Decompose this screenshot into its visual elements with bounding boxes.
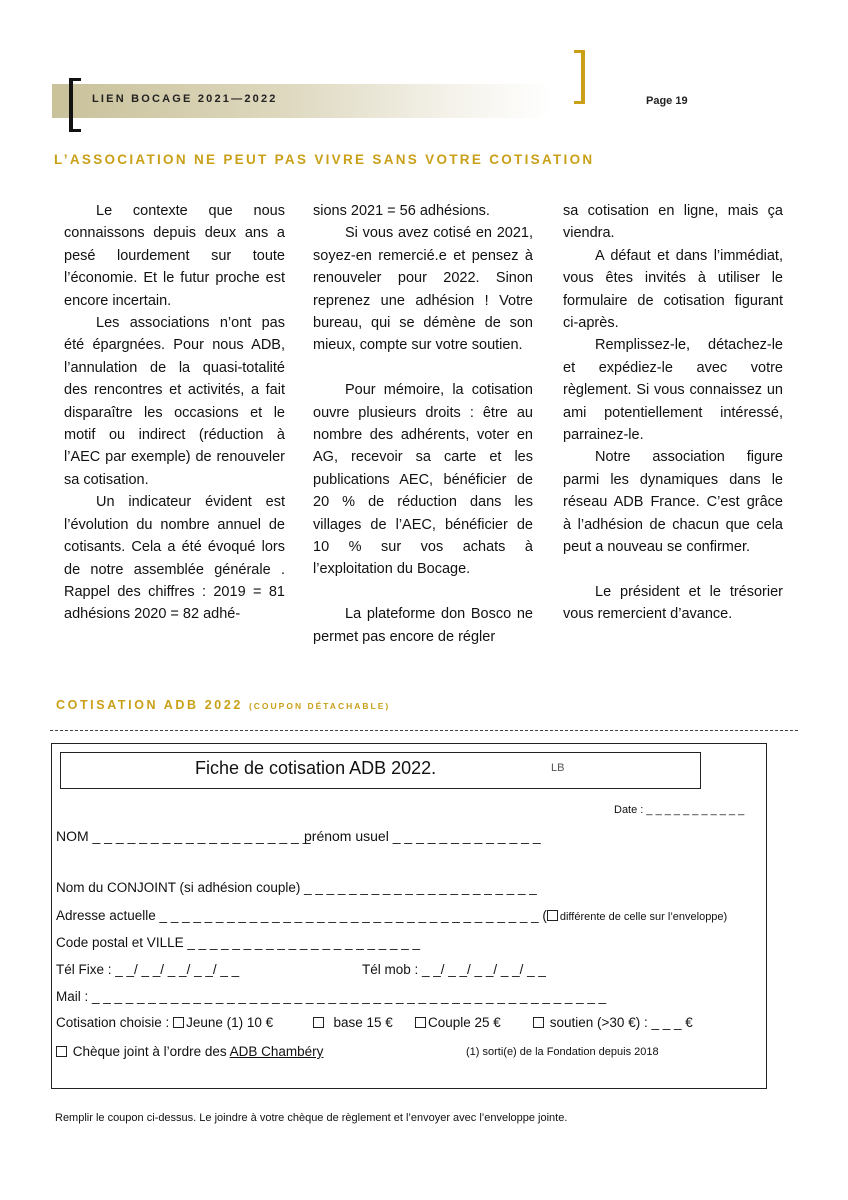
text-column-3	[563, 200, 783, 626]
checkbox-icon[interactable]	[533, 1017, 544, 1028]
paragraph: Pour mémoire, la cotisation ouvre plusieurs droits : être au nombre des adhérents, voter en AG, recevoir sa carte et les publications AEC, bénéficier de 20 % de réduction dans les villages de l’AEC, bénéficier de 10 % sur vos achats à l’exploitation du Bocage.	[313, 382, 533, 578]
page-number: Page 19	[646, 95, 688, 107]
adresse-note: différente de celle sur l’enveloppe)	[559, 911, 728, 923]
checkbox-icon[interactable]	[56, 1046, 67, 1057]
option-soutien[interactable]: soutien (>30 €) : _ _ _ €	[533, 1015, 693, 1030]
paragraph: Remplissez-le, détachez-le et expédiez-le avec votre règlement. Si vous connaissez un ami potentiellement intéressé, parrainez-le.	[563, 337, 783, 444]
checkbox-icon[interactable]	[415, 1017, 426, 1028]
section-title: L’ASSOCIATION NE PEUT PAS VIVRE SANS VOTRE COTISATION	[54, 152, 595, 167]
coupon-title: COTISATION ADB 2022	[56, 698, 243, 712]
cheque-label: Chèque joint à l’ordre des	[72, 1044, 227, 1059]
option-base[interactable]: base 15 €	[313, 1015, 393, 1030]
checkbox-icon[interactable]	[547, 910, 558, 921]
adresse-line: Adresse actuelle _ _ _ _ _ _ _ _ _ _ _ _ _ _ _ _ _ _ _ _ _ _ _ _ _ _ _ _ _ _ _ _ _ _ (	[56, 908, 547, 923]
mail-field[interactable]: Mail : _ _ _ _ _ _ _ _ _ _ _ _ _ _ _ _ _ _ _ _ _ _ _ _ _ _ _ _ _ _ _ _ _ _ _ _ _ _ _ _ _ _ _ _ _ _	[56, 989, 607, 1004]
prenom-field[interactable]: prénom usuel _ _ _ _ _ _ _ _ _ _ _ _ _	[304, 828, 541, 844]
paragraph: A défaut et dans l’immédiat, vous êtes invités à utiliser le formulaire de cotisation figurant ci-après.	[563, 247, 783, 332]
cotisation-label: Cotisation choisie :	[56, 1015, 170, 1030]
right-bracket-decoration	[574, 50, 585, 104]
coupon-subtitle: (COUPON DÉTACHABLE)	[248, 701, 391, 711]
checkbox-icon[interactable]	[313, 1017, 324, 1028]
text-column-1	[64, 200, 285, 626]
adresse-field[interactable]	[56, 908, 727, 923]
tel-fixe-field[interactable]: Tél Fixe : _ _/ _ _/ _ _/ _ _/ _ _	[56, 962, 240, 977]
paragraph: Un indicateur évident est l’évolution du nombre annuel de cotisants. Cela a été évoqué lors de notre assemblée générale . Rappel des chiffres : 2019 = 81 adhésions 2020 = 82 adhé-	[64, 494, 285, 623]
paragraph: Les associations n’ont pas été épargnées. Pour nous ADB, l’annulation de la quasi-totalité des rencontres et activités, a fait disparaître les occasions et le motif ou indirect (réduction à l’AEC par exemple) de renouveler sa cotisation.	[64, 315, 285, 488]
left-bracket-decoration	[69, 78, 81, 132]
paragraph: Le président et le trésorier vous remercient d’avance.	[563, 583, 783, 623]
date-field[interactable]: Date : _ _ _ _ _ _ _ _ _ _ _	[614, 804, 745, 816]
paragraph: Notre association figure parmi les dynamiques dans le réseau ADB France. C’est grâce à l’adhésion de chacun que cela peut a nouveau se confirmer.	[563, 449, 783, 556]
cheque-row	[56, 1044, 323, 1059]
paragraph: Le contexte que nous connaissons depuis deux ans a pesé lourdement sur toute l’économie. Et le futur proche est encore incertain.	[64, 203, 285, 309]
tel-mob-field[interactable]: Tél mob : _ _/ _ _/ _ _/ _ _/ _ _	[362, 962, 546, 977]
form-lb-code: LB	[551, 762, 565, 774]
header-title: LIEN BOCAGE 2021—2022	[92, 93, 278, 105]
paragraph: sions 2021 = 56 adhésions.	[313, 203, 490, 219]
form-title: Fiche de cotisation ADB 2022.	[195, 758, 437, 778]
form-footnote: (1) sorti(e) de la Fondation depuis 2018	[466, 1046, 659, 1058]
cotisation-row	[56, 1015, 273, 1030]
footer-note: Remplir le coupon ci-dessus. Le joindre à votre chèque de règlement et l’envoyer avec l’enveloppe jointe.	[55, 1112, 568, 1124]
code-postal-field[interactable]: Code postal et VILLE _ _ _ _ _ _ _ _ _ _ _ _ _ _ _ _ _ _ _ _ _	[56, 935, 421, 950]
nom-field[interactable]: NOM _ _ _ _ _ _ _ _ _ _ _ _ _ _ _ _ _ _ _	[56, 828, 311, 844]
coupon-heading	[56, 698, 390, 712]
paragraph: La plateforme don Bosco ne permet pas encore de régler	[313, 606, 533, 645]
conjoint-field[interactable]: Nom du CONJOINT (si adhésion couple) _ _ _ _ _ _ _ _ _ _ _ _ _ _ _ _ _ _ _ _ _	[56, 880, 537, 895]
paragraph: Si vous avez cotisé en 2021, soyez-en remercié.e et pensez à renouveler pour 2022. Sinon reprenez une adhésion ! Votre bureau, qui se démène de son mieux, compte sur votre soutien.	[313, 225, 533, 354]
paragraph: sa cotisation en ligne, mais ça viendra.	[563, 203, 783, 242]
cheque-payee: ADB Chambéry	[229, 1044, 324, 1059]
cut-line	[50, 730, 798, 731]
text-column-2	[313, 200, 533, 648]
option-couple[interactable]: Couple 25 €	[415, 1015, 501, 1030]
checkbox-icon[interactable]	[173, 1017, 184, 1028]
option-jeune[interactable]: Jeune (1) 10 €	[173, 1015, 273, 1030]
